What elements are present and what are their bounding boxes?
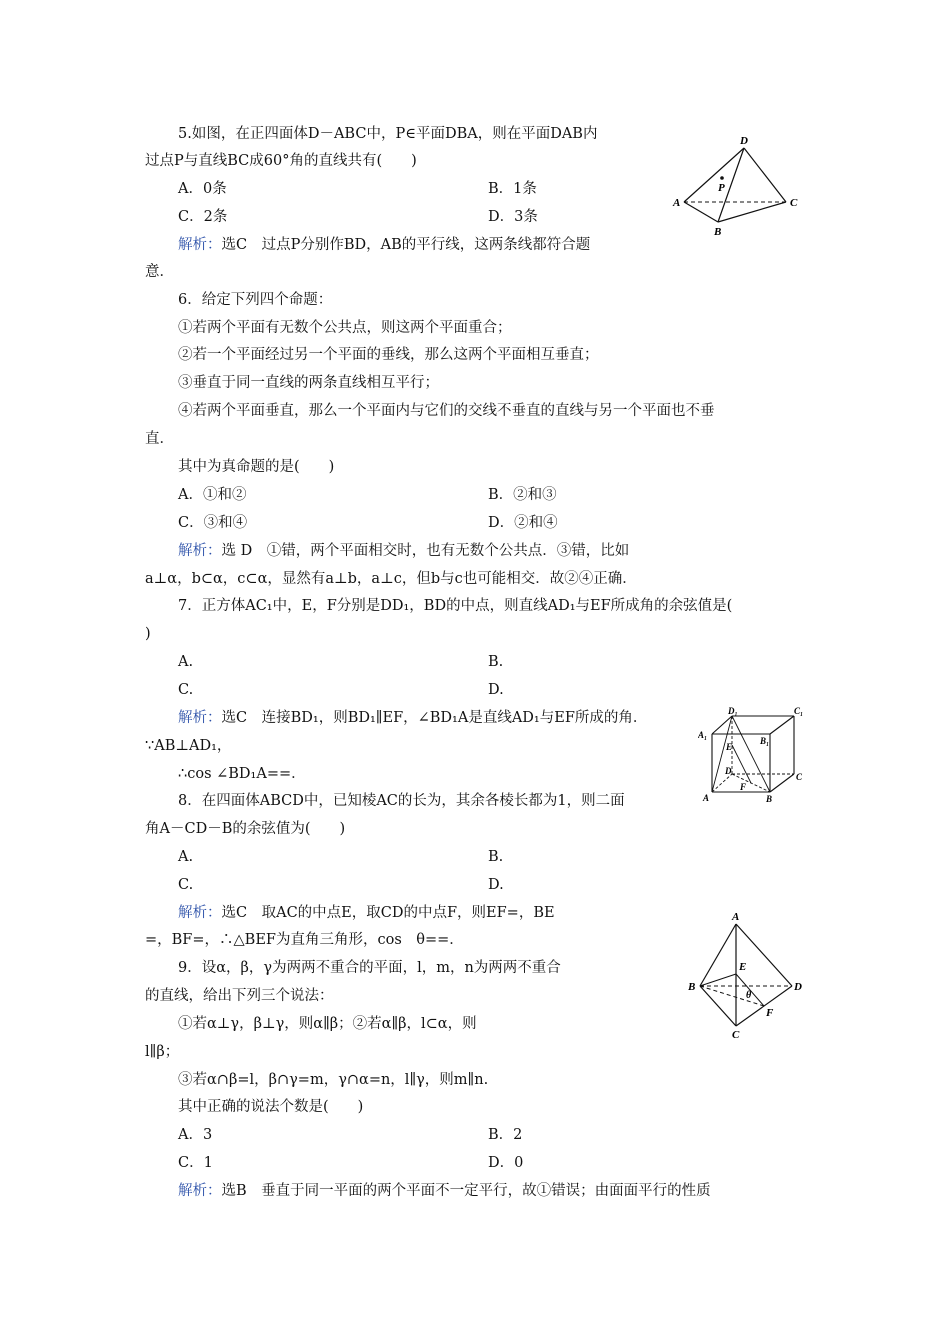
q9-statement-1-2-line2: l∥β； <box>145 1044 180 1060</box>
q6-proposition-4-line2: 直． <box>145 431 174 447</box>
analysis-label: 解析： <box>178 1183 222 1199</box>
q9-option-b: B．2 <box>488 1127 523 1143</box>
fig-label-c: C <box>732 1029 740 1041</box>
analysis-text: 选B 垂直于同一平面的两个平面不一定平行，故①错误；由面面平行的性质 <box>221 1183 711 1199</box>
fig-label-a: A <box>732 911 740 923</box>
q5-stem-line2: 过点P与直线BC成60°角的直线共有( ) <box>145 153 417 169</box>
fig-label-b: B <box>688 981 696 993</box>
fig-label-d: D <box>794 981 802 993</box>
q7-stem-line1: 7．正方体AC₁中，E，F分别是DD₁，BD的中点，则直线AD₁与EF所成角的余弦值是( <box>178 598 733 614</box>
fig-label-e: E <box>739 961 747 973</box>
analysis-label: 解析： <box>178 237 222 253</box>
fig-label-c: C <box>796 772 803 782</box>
q7-analysis-line1 <box>178 708 647 728</box>
q5-option-a: A．0条 <box>178 181 227 197</box>
analysis-text: 选C 连接BD₁，则BD₁∥EF，∠BD₁A是直线AD₁与EF所成的角． <box>221 710 648 726</box>
cube-figure-q7 <box>698 704 810 804</box>
q8-stem-line2: 角A－CD－B的余弦值为( ) <box>145 821 346 837</box>
q9-statement-3: ③若α∩β=l，β∩γ=m，γ∩α=n，l∥γ，则m∥n. <box>178 1072 489 1088</box>
analysis-text: 选 D ①错，两个平面相交时，也有无数个公共点．③错，比如 <box>221 543 630 559</box>
fig-label-e: E <box>726 742 733 752</box>
fig-label-d1: D₁ <box>728 706 738 716</box>
q9-option-c: C．1 <box>178 1155 213 1171</box>
fig-label-d: D <box>725 766 732 776</box>
q5-analysis-line2: 意． <box>145 264 174 280</box>
q7-option-b: B. <box>488 654 504 670</box>
q8-option-a: A. <box>178 849 194 865</box>
q6-proposition-3: ③垂直于同一直线的两条直线相互平行； <box>178 375 439 391</box>
q7-analysis-line3: ∴cos ∠BD₁A==． <box>178 766 306 782</box>
q9-stem-line2: 的直线，给出下列三个说法： <box>145 988 334 1004</box>
q7-analysis-line2: ∵AB⊥AD₁， <box>145 738 232 754</box>
q8-option-d: D. <box>488 877 504 893</box>
q5-option-d: D．3条 <box>488 209 538 225</box>
q6-proposition-2: ②若一个平面经过另一个平面的垂线，那么这两个平面相互垂直； <box>178 347 599 363</box>
q7-stem-line2: ) <box>145 626 151 642</box>
q9-statement-1-2-line1: ①若α⊥γ，β⊥γ，则α∥β；②若α∥β，l⊂α，则 <box>178 1016 477 1032</box>
analysis-label: 解析： <box>178 710 222 726</box>
q6-ask: 其中为真命题的是( ) <box>178 459 335 475</box>
fig-label-p: P <box>718 182 725 194</box>
q9-stem-line1: 9．设α，β，γ为两两不重合的平面，l，m，n为两两不重合 <box>178 960 561 976</box>
fig-label-a: A <box>703 793 710 803</box>
q6-option-c: C．③和④ <box>178 515 248 531</box>
fig-label-b: B <box>766 794 773 804</box>
tetrahedron-figure-q5 <box>668 130 810 242</box>
q5-analysis-line1 <box>178 235 590 255</box>
fig-label-b: B <box>714 226 722 238</box>
q8-analysis-line2: =，BF=，∴△BEF为直角三角形，cos θ==． <box>145 932 464 948</box>
analysis-label: 解析： <box>178 905 222 921</box>
q5-option-c: C．2条 <box>178 209 228 225</box>
q6-option-d: D．②和④ <box>488 515 558 531</box>
fig-label-a: A <box>673 197 681 209</box>
analysis-text: 选C 取AC的中点E，取CD的中点F，则EF=，BE <box>221 905 555 921</box>
q8-option-c: C. <box>178 877 194 893</box>
fig-label-theta: θ <box>746 990 752 1001</box>
q9-option-a: A．3 <box>178 1127 213 1143</box>
fig-label-b1: B₁ <box>760 736 770 746</box>
q6-stem: 6．给定下列四个命题： <box>178 292 333 308</box>
fig-label-f: F <box>740 782 747 792</box>
fig-label-d: D <box>740 135 748 147</box>
q6-analysis-line2: a⊥α，b⊂α，c⊂α，显然有a⊥b，a⊥c，但b与c也可能相交．故②④正确． <box>145 571 637 587</box>
q6-option-a: A．①和② <box>178 487 247 503</box>
fig-label-f: F <box>766 1007 774 1019</box>
q7-option-c: C. <box>178 682 194 698</box>
fig-label-a1: A₁ <box>698 730 708 740</box>
tetrahedron-figure-q8 <box>688 908 812 1042</box>
q6-proposition-4-line1: ④若两个平面垂直，那么一个平面内与它们的交线不垂直的直线与另一个平面也不垂 <box>178 403 715 419</box>
fig-label-c: C <box>790 197 798 209</box>
q6-proposition-1: ①若两个平面有无数个公共点，则这两个平面重合； <box>178 320 512 336</box>
analysis-label: 解析： <box>178 543 222 559</box>
q7-option-d: D. <box>488 682 504 698</box>
q6-analysis-line1 <box>178 541 629 561</box>
analysis-text: 选C 过点P分别作BD，AB的平行线，这两条线都符合题 <box>221 237 591 253</box>
q9-analysis-line1 <box>178 1181 711 1201</box>
q5-stem-line1: 5.如图，在正四面体D－ABC中，P∈平面DBA，则在平面DAB内 <box>178 126 598 142</box>
q8-option-b: B. <box>488 849 504 865</box>
q9-ask: 其中正确的说法个数是( ) <box>178 1099 364 1115</box>
q7-option-a: A. <box>178 654 194 670</box>
q5-option-b: B．1条 <box>488 181 537 197</box>
q6-option-b: B．②和③ <box>488 487 557 503</box>
q8-stem-line1: 8．在四面体ABCD中，已知棱AC的长为，其余各棱长都为1，则二面 <box>178 793 625 809</box>
q8-analysis-line1 <box>178 903 555 923</box>
fig-label-c1: C₁ <box>794 706 804 716</box>
q9-option-d: D．0 <box>488 1155 524 1171</box>
